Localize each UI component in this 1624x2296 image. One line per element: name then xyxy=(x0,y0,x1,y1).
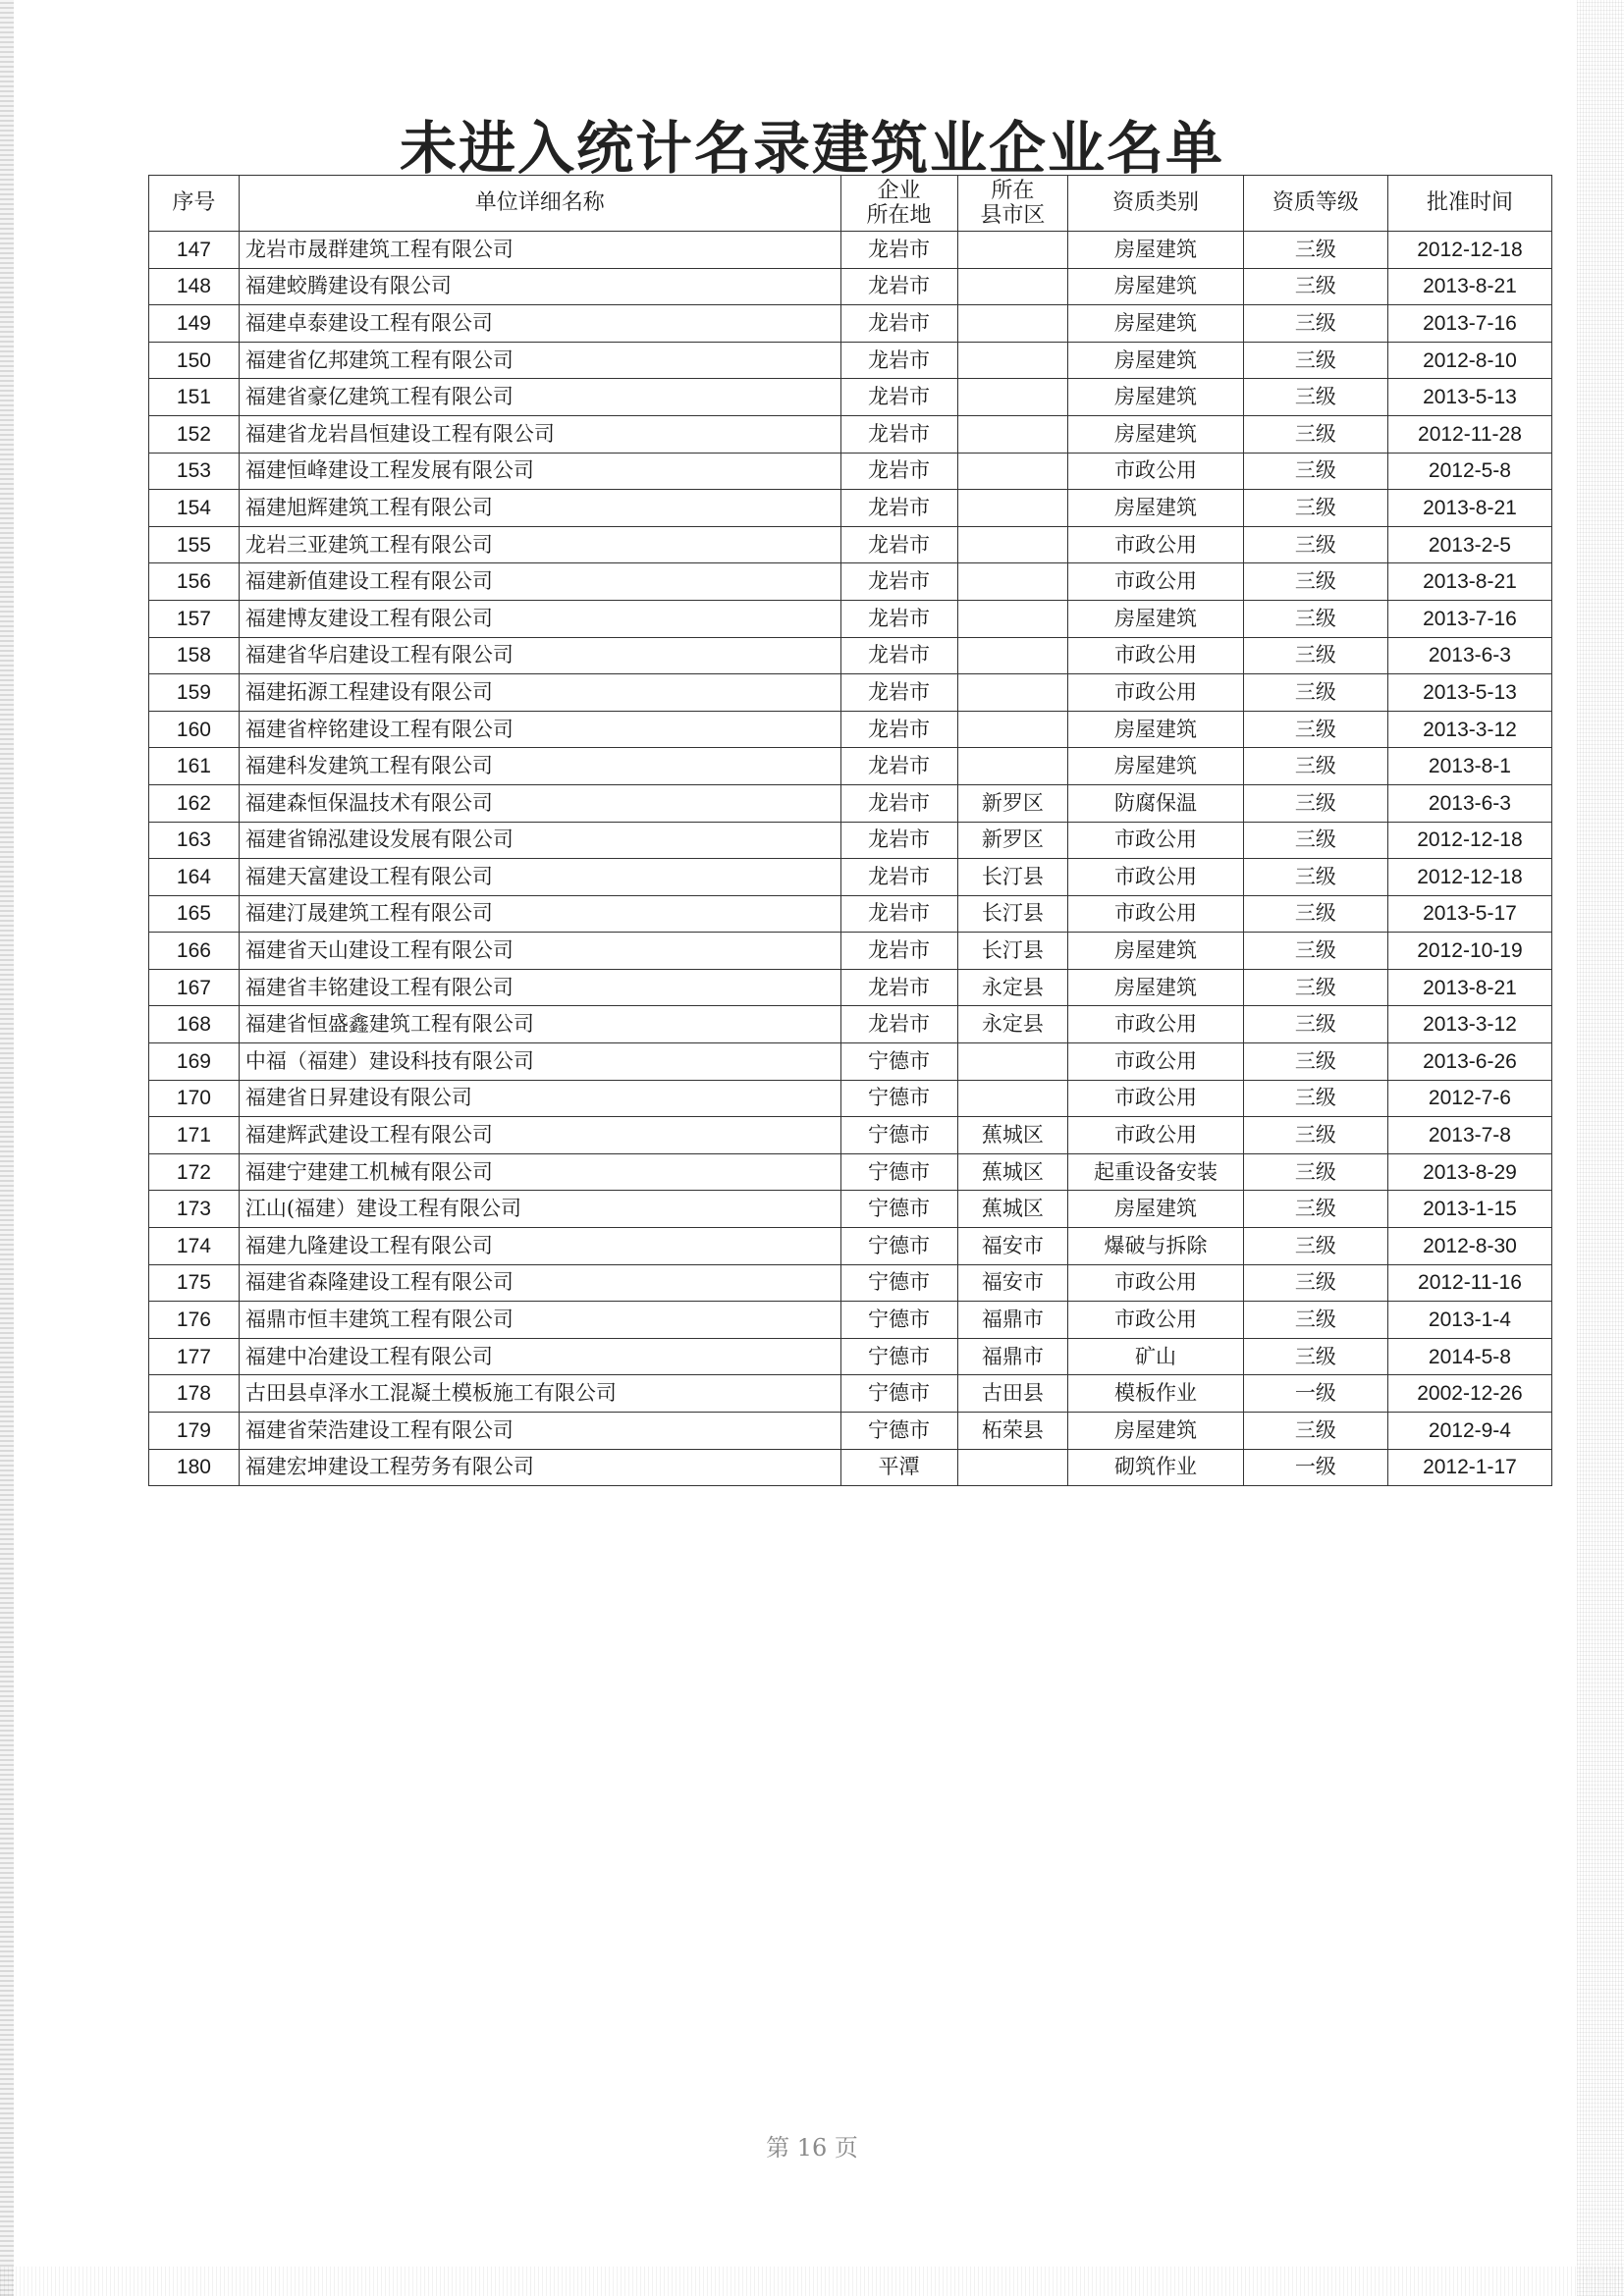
header-type: 资质类别 xyxy=(1068,176,1243,232)
cell-date: 2013-7-16 xyxy=(1387,600,1551,637)
table-row xyxy=(149,379,1552,416)
cell-name: 福建省梓铭建设工程有限公司 xyxy=(239,711,840,748)
cell-index: 167 xyxy=(149,969,240,1006)
cell-date: 2012-7-6 xyxy=(1387,1080,1551,1117)
table-row xyxy=(149,600,1552,637)
cell-date: 2013-1-4 xyxy=(1387,1302,1551,1339)
cell-date: 2012-12-18 xyxy=(1387,822,1551,859)
cell-date: 2012-9-4 xyxy=(1387,1413,1551,1450)
scan-edge-left xyxy=(0,0,14,2296)
enterprise-table xyxy=(148,175,1552,1486)
cell-date: 2013-8-29 xyxy=(1387,1153,1551,1191)
table-row xyxy=(149,1006,1552,1043)
cell-index: 180 xyxy=(149,1449,240,1486)
cell-index: 163 xyxy=(149,822,240,859)
cell-index: 153 xyxy=(149,453,240,490)
header-county xyxy=(957,176,1068,232)
cell-date: 2013-5-13 xyxy=(1387,379,1551,416)
table-row xyxy=(149,1338,1552,1375)
cell-level: 三级 xyxy=(1243,1153,1387,1191)
cell-name: 福建省锦泓建设发展有限公司 xyxy=(239,822,840,859)
cell-index: 160 xyxy=(149,711,240,748)
cell-city: 龙岩市 xyxy=(840,822,957,859)
cell-date: 2013-8-21 xyxy=(1387,563,1551,601)
cell-county xyxy=(957,490,1068,527)
table-row xyxy=(149,1228,1552,1265)
scan-edge-bottom xyxy=(0,2267,1624,2296)
cell-county: 福安市 xyxy=(957,1264,1068,1302)
cell-city: 龙岩市 xyxy=(840,1006,957,1043)
cell-county xyxy=(957,711,1068,748)
cell-level: 三级 xyxy=(1243,1413,1387,1450)
table-body xyxy=(149,232,1552,1486)
cell-county xyxy=(957,379,1068,416)
cell-date: 2013-7-16 xyxy=(1387,305,1551,343)
cell-type: 房屋建筑 xyxy=(1068,1413,1243,1450)
cell-type: 房屋建筑 xyxy=(1068,1191,1243,1228)
cell-name: 龙岩市晟群建筑工程有限公司 xyxy=(239,232,840,269)
cell-type: 市政公用 xyxy=(1068,674,1243,712)
cell-type: 市政公用 xyxy=(1068,1264,1243,1302)
cell-index: 175 xyxy=(149,1264,240,1302)
cell-date: 2013-7-8 xyxy=(1387,1117,1551,1154)
cell-date: 2012-11-16 xyxy=(1387,1264,1551,1302)
cell-type: 爆破与拆除 xyxy=(1068,1228,1243,1265)
cell-name: 古田县卓泽水工混凝土模板施工有限公司 xyxy=(239,1375,840,1413)
cell-index: 157 xyxy=(149,600,240,637)
cell-name: 福建旭辉建筑工程有限公司 xyxy=(239,490,840,527)
cell-city: 宁德市 xyxy=(840,1302,957,1339)
header-city-line2: 所在地 xyxy=(866,203,932,228)
cell-index: 177 xyxy=(149,1338,240,1375)
cell-county xyxy=(957,305,1068,343)
cell-city: 宁德市 xyxy=(840,1080,957,1117)
cell-level: 三级 xyxy=(1243,748,1387,785)
cell-name: 福建天富建设工程有限公司 xyxy=(239,859,840,896)
cell-type: 砌筑作业 xyxy=(1068,1449,1243,1486)
cell-index: 165 xyxy=(149,895,240,933)
cell-date: 2013-8-21 xyxy=(1387,268,1551,305)
cell-type: 市政公用 xyxy=(1068,1080,1243,1117)
cell-level: 三级 xyxy=(1243,1338,1387,1375)
cell-county: 福鼎市 xyxy=(957,1302,1068,1339)
table-row xyxy=(149,933,1552,970)
cell-index: 174 xyxy=(149,1228,240,1265)
table-row xyxy=(149,1117,1552,1154)
cell-city: 龙岩市 xyxy=(840,490,957,527)
cell-city: 龙岩市 xyxy=(840,379,957,416)
cell-county: 蕉城区 xyxy=(957,1191,1068,1228)
cell-index: 156 xyxy=(149,563,240,601)
cell-name: 中福（福建）建设科技有限公司 xyxy=(239,1043,840,1081)
cell-county xyxy=(957,268,1068,305)
cell-county: 古田县 xyxy=(957,1375,1068,1413)
cell-level: 三级 xyxy=(1243,379,1387,416)
cell-name: 福建拓源工程建设有限公司 xyxy=(239,674,840,712)
header-city xyxy=(840,176,957,232)
cell-index: 155 xyxy=(149,526,240,563)
cell-date: 2013-8-21 xyxy=(1387,969,1551,1006)
cell-type: 市政公用 xyxy=(1068,895,1243,933)
table-row xyxy=(149,1080,1552,1117)
cell-city: 龙岩市 xyxy=(840,969,957,1006)
table-row xyxy=(149,342,1552,379)
cell-index: 176 xyxy=(149,1302,240,1339)
cell-date: 2012-12-18 xyxy=(1387,859,1551,896)
cell-level: 三级 xyxy=(1243,1117,1387,1154)
cell-county: 福鼎市 xyxy=(957,1338,1068,1375)
cell-city: 宁德市 xyxy=(840,1191,957,1228)
cell-index: 166 xyxy=(149,933,240,970)
cell-level: 三级 xyxy=(1243,1043,1387,1081)
cell-name: 福建博友建设工程有限公司 xyxy=(239,600,840,637)
cell-city: 龙岩市 xyxy=(840,415,957,453)
table-row xyxy=(149,1191,1552,1228)
cell-type: 房屋建筑 xyxy=(1068,600,1243,637)
cell-level: 三级 xyxy=(1243,526,1387,563)
header-city-line1: 企业 xyxy=(877,178,921,203)
table-row xyxy=(149,1449,1552,1486)
cell-city: 宁德市 xyxy=(840,1338,957,1375)
cell-city: 宁德市 xyxy=(840,1153,957,1191)
cell-level: 三级 xyxy=(1243,1264,1387,1302)
cell-level: 三级 xyxy=(1243,637,1387,674)
cell-index: 164 xyxy=(149,859,240,896)
cell-city: 龙岩市 xyxy=(840,711,957,748)
table-row xyxy=(149,415,1552,453)
cell-index: 173 xyxy=(149,1191,240,1228)
cell-type: 市政公用 xyxy=(1068,1043,1243,1081)
cell-index: 151 xyxy=(149,379,240,416)
table-row xyxy=(149,453,1552,490)
cell-date: 2014-5-8 xyxy=(1387,1338,1551,1375)
cell-level: 三级 xyxy=(1243,268,1387,305)
page-title: 未进入统计名录建筑业企业名单 xyxy=(399,115,1224,182)
cell-index: 161 xyxy=(149,748,240,785)
cell-name: 福鼎市恒丰建筑工程有限公司 xyxy=(239,1302,840,1339)
header-name: 单位详细名称 xyxy=(239,176,840,232)
cell-county xyxy=(957,526,1068,563)
cell-level: 一级 xyxy=(1243,1375,1387,1413)
cell-type: 市政公用 xyxy=(1068,1006,1243,1043)
header-county-line2: 县市区 xyxy=(980,203,1046,228)
cell-county xyxy=(957,674,1068,712)
cell-level: 三级 xyxy=(1243,453,1387,490)
table-header-row xyxy=(149,176,1552,232)
cell-level: 三级 xyxy=(1243,563,1387,601)
cell-date: 2013-5-13 xyxy=(1387,674,1551,712)
cell-city: 龙岩市 xyxy=(840,637,957,674)
cell-level: 三级 xyxy=(1243,600,1387,637)
cell-city: 龙岩市 xyxy=(840,268,957,305)
table-row xyxy=(149,674,1552,712)
cell-type: 市政公用 xyxy=(1068,1302,1243,1339)
cell-date: 2013-1-15 xyxy=(1387,1191,1551,1228)
cell-date: 2013-6-3 xyxy=(1387,637,1551,674)
cell-type: 房屋建筑 xyxy=(1068,490,1243,527)
cell-type: 防腐保温 xyxy=(1068,784,1243,822)
cell-name: 福建省荣浩建设工程有限公司 xyxy=(239,1413,840,1450)
cell-city: 龙岩市 xyxy=(840,526,957,563)
cell-county xyxy=(957,232,1068,269)
cell-level: 三级 xyxy=(1243,895,1387,933)
cell-type: 房屋建筑 xyxy=(1068,415,1243,453)
cell-city: 龙岩市 xyxy=(840,600,957,637)
cell-index: 162 xyxy=(149,784,240,822)
cell-date: 2012-1-17 xyxy=(1387,1449,1551,1486)
cell-date: 2013-2-5 xyxy=(1387,526,1551,563)
table-row xyxy=(149,637,1552,674)
cell-date: 2012-8-10 xyxy=(1387,342,1551,379)
cell-name: 福建省恒盛鑫建筑工程有限公司 xyxy=(239,1006,840,1043)
cell-name: 福建汀晟建筑工程有限公司 xyxy=(239,895,840,933)
table-row xyxy=(149,895,1552,933)
table-row xyxy=(149,490,1552,527)
cell-level: 三级 xyxy=(1243,1228,1387,1265)
cell-city: 龙岩市 xyxy=(840,453,957,490)
cell-type: 市政公用 xyxy=(1068,453,1243,490)
cell-type: 市政公用 xyxy=(1068,1117,1243,1154)
cell-type: 矿山 xyxy=(1068,1338,1243,1375)
cell-type: 起重设备安装 xyxy=(1068,1153,1243,1191)
cell-type: 市政公用 xyxy=(1068,637,1243,674)
cell-county: 蕉城区 xyxy=(957,1153,1068,1191)
table-row xyxy=(149,232,1552,269)
cell-date: 2002-12-26 xyxy=(1387,1375,1551,1413)
cell-name: 福建卓泰建设工程有限公司 xyxy=(239,305,840,343)
cell-county xyxy=(957,1043,1068,1081)
cell-index: 159 xyxy=(149,674,240,712)
cell-city: 宁德市 xyxy=(840,1413,957,1450)
cell-county xyxy=(957,1449,1068,1486)
cell-name: 福建省龙岩昌恒建设工程有限公司 xyxy=(239,415,840,453)
cell-index: 172 xyxy=(149,1153,240,1191)
cell-type: 房屋建筑 xyxy=(1068,268,1243,305)
header-level: 资质等级 xyxy=(1243,176,1387,232)
cell-city: 龙岩市 xyxy=(840,305,957,343)
cell-city: 宁德市 xyxy=(840,1375,957,1413)
cell-county: 永定县 xyxy=(957,1006,1068,1043)
header-county-line1: 所在 xyxy=(991,178,1035,203)
cell-name: 福建省日昇建设有限公司 xyxy=(239,1080,840,1117)
cell-county xyxy=(957,1080,1068,1117)
cell-level: 三级 xyxy=(1243,1191,1387,1228)
cell-date: 2012-10-19 xyxy=(1387,933,1551,970)
cell-level: 三级 xyxy=(1243,1006,1387,1043)
cell-county xyxy=(957,342,1068,379)
table-row xyxy=(149,563,1552,601)
cell-index: 168 xyxy=(149,1006,240,1043)
cell-level: 三级 xyxy=(1243,822,1387,859)
cell-county xyxy=(957,637,1068,674)
cell-type: 市政公用 xyxy=(1068,563,1243,601)
cell-name: 福建省天山建设工程有限公司 xyxy=(239,933,840,970)
cell-type: 房屋建筑 xyxy=(1068,969,1243,1006)
cell-index: 147 xyxy=(149,232,240,269)
cell-name: 福建省丰铭建设工程有限公司 xyxy=(239,969,840,1006)
cell-date: 2013-3-12 xyxy=(1387,711,1551,748)
scan-edge-right xyxy=(1577,0,1624,2296)
cell-name: 福建恒峰建设工程发展有限公司 xyxy=(239,453,840,490)
cell-city: 龙岩市 xyxy=(840,674,957,712)
cell-level: 三级 xyxy=(1243,784,1387,822)
cell-county: 福安市 xyxy=(957,1228,1068,1265)
cell-city: 龙岩市 xyxy=(840,933,957,970)
header-date: 批准时间 xyxy=(1387,176,1551,232)
cell-date: 2013-3-12 xyxy=(1387,1006,1551,1043)
table-row xyxy=(149,1153,1552,1191)
cell-level: 一级 xyxy=(1243,1449,1387,1486)
cell-type: 房屋建筑 xyxy=(1068,748,1243,785)
cell-city: 宁德市 xyxy=(840,1264,957,1302)
cell-county: 长汀县 xyxy=(957,895,1068,933)
cell-type: 市政公用 xyxy=(1068,859,1243,896)
cell-city: 龙岩市 xyxy=(840,232,957,269)
cell-county: 永定县 xyxy=(957,969,1068,1006)
cell-name: 福建新值建设工程有限公司 xyxy=(239,563,840,601)
cell-city: 龙岩市 xyxy=(840,748,957,785)
cell-index: 154 xyxy=(149,490,240,527)
cell-name: 福建宁建建工机械有限公司 xyxy=(239,1153,840,1191)
cell-index: 158 xyxy=(149,637,240,674)
cell-level: 三级 xyxy=(1243,305,1387,343)
cell-level: 三级 xyxy=(1243,490,1387,527)
table-row xyxy=(149,711,1552,748)
cell-county: 新罗区 xyxy=(957,822,1068,859)
cell-index: 152 xyxy=(149,415,240,453)
table-row xyxy=(149,305,1552,343)
cell-city: 宁德市 xyxy=(840,1117,957,1154)
cell-type: 房屋建筑 xyxy=(1068,933,1243,970)
cell-index: 179 xyxy=(149,1413,240,1450)
page-number: 第 16 页 xyxy=(766,2134,858,2162)
cell-county xyxy=(957,415,1068,453)
cell-date: 2013-8-21 xyxy=(1387,490,1551,527)
cell-type: 房屋建筑 xyxy=(1068,232,1243,269)
cell-index: 150 xyxy=(149,342,240,379)
cell-county xyxy=(957,453,1068,490)
cell-name: 福建中冶建设工程有限公司 xyxy=(239,1338,840,1375)
cell-index: 169 xyxy=(149,1043,240,1081)
cell-name: 福建辉武建设工程有限公司 xyxy=(239,1117,840,1154)
table-row xyxy=(149,748,1552,785)
cell-level: 三级 xyxy=(1243,342,1387,379)
cell-name: 福建省华启建设工程有限公司 xyxy=(239,637,840,674)
cell-city: 龙岩市 xyxy=(840,342,957,379)
header-index: 序号 xyxy=(149,176,240,232)
cell-name: 福建蛟腾建设有限公司 xyxy=(239,268,840,305)
cell-date: 2012-12-18 xyxy=(1387,232,1551,269)
cell-level: 三级 xyxy=(1243,859,1387,896)
cell-county: 蕉城区 xyxy=(957,1117,1068,1154)
cell-name: 福建科发建筑工程有限公司 xyxy=(239,748,840,785)
cell-county xyxy=(957,748,1068,785)
cell-level: 三级 xyxy=(1243,711,1387,748)
table-row xyxy=(149,822,1552,859)
cell-county: 长汀县 xyxy=(957,859,1068,896)
cell-index: 170 xyxy=(149,1080,240,1117)
cell-type: 市政公用 xyxy=(1068,526,1243,563)
cell-date: 2013-8-1 xyxy=(1387,748,1551,785)
table-row xyxy=(149,1302,1552,1339)
cell-city: 龙岩市 xyxy=(840,563,957,601)
cell-name: 江山(福建）建设工程有限公司 xyxy=(239,1191,840,1228)
cell-level: 三级 xyxy=(1243,969,1387,1006)
cell-name: 龙岩三亚建筑工程有限公司 xyxy=(239,526,840,563)
cell-county xyxy=(957,600,1068,637)
cell-index: 148 xyxy=(149,268,240,305)
cell-city: 平潭 xyxy=(840,1449,957,1486)
cell-date: 2012-8-30 xyxy=(1387,1228,1551,1265)
table-row xyxy=(149,1413,1552,1450)
cell-city: 宁德市 xyxy=(840,1228,957,1265)
cell-type: 房屋建筑 xyxy=(1068,379,1243,416)
table-row xyxy=(149,1043,1552,1081)
cell-level: 三级 xyxy=(1243,1302,1387,1339)
cell-name: 福建省森隆建设工程有限公司 xyxy=(239,1264,840,1302)
cell-index: 178 xyxy=(149,1375,240,1413)
cell-level: 三级 xyxy=(1243,415,1387,453)
table-row xyxy=(149,1375,1552,1413)
cell-city: 龙岩市 xyxy=(840,784,957,822)
table-row xyxy=(149,859,1552,896)
cell-type: 房屋建筑 xyxy=(1068,342,1243,379)
cell-city: 宁德市 xyxy=(840,1043,957,1081)
cell-county xyxy=(957,563,1068,601)
cell-index: 171 xyxy=(149,1117,240,1154)
cell-level: 三级 xyxy=(1243,1080,1387,1117)
cell-level: 三级 xyxy=(1243,674,1387,712)
cell-county: 新罗区 xyxy=(957,784,1068,822)
cell-name: 福建省亿邦建筑工程有限公司 xyxy=(239,342,840,379)
cell-type: 模板作业 xyxy=(1068,1375,1243,1413)
table-row xyxy=(149,784,1552,822)
table-row xyxy=(149,969,1552,1006)
table-row xyxy=(149,1264,1552,1302)
cell-county: 长汀县 xyxy=(957,933,1068,970)
table-row xyxy=(149,526,1552,563)
cell-type: 房屋建筑 xyxy=(1068,305,1243,343)
cell-type: 市政公用 xyxy=(1068,822,1243,859)
cell-date: 2012-5-8 xyxy=(1387,453,1551,490)
cell-city: 龙岩市 xyxy=(840,859,957,896)
cell-date: 2012-11-28 xyxy=(1387,415,1551,453)
cell-date: 2013-5-17 xyxy=(1387,895,1551,933)
cell-date: 2013-6-3 xyxy=(1387,784,1551,822)
cell-county: 柘荣县 xyxy=(957,1413,1068,1450)
cell-name: 福建九隆建设工程有限公司 xyxy=(239,1228,840,1265)
cell-index: 149 xyxy=(149,305,240,343)
cell-type: 房屋建筑 xyxy=(1068,711,1243,748)
cell-city: 龙岩市 xyxy=(840,895,957,933)
cell-name: 福建森恒保温技术有限公司 xyxy=(239,784,840,822)
cell-name: 福建宏坤建设工程劳务有限公司 xyxy=(239,1449,840,1486)
cell-name: 福建省豪亿建筑工程有限公司 xyxy=(239,379,840,416)
cell-date: 2013-6-26 xyxy=(1387,1043,1551,1081)
cell-level: 三级 xyxy=(1243,232,1387,269)
cell-level: 三级 xyxy=(1243,933,1387,970)
table-row xyxy=(149,268,1552,305)
